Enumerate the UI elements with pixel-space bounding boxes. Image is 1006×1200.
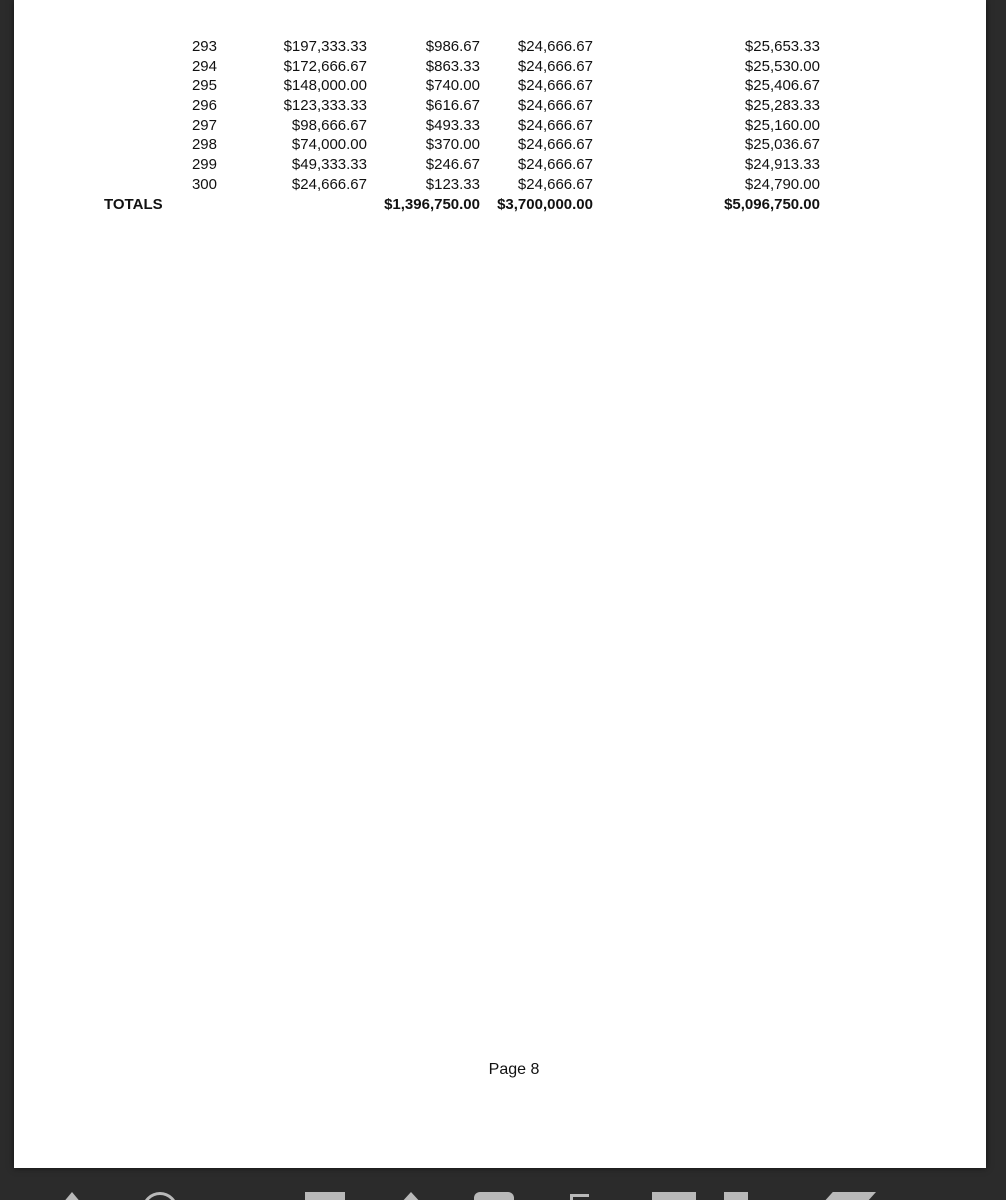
principal-cell: $24,666.67	[517, 176, 593, 193]
divider-icon[interactable]	[570, 1194, 589, 1200]
arrow-icon[interactable]	[62, 1192, 82, 1200]
grid-icon[interactable]	[652, 1192, 696, 1200]
principal-cell: $24,666.67	[517, 77, 593, 94]
payment-cell: $25,406.67	[744, 77, 820, 94]
totals-label: TOTALS	[104, 196, 163, 213]
balance-cell: $24,666.67	[291, 176, 367, 193]
table-row	[14, 37, 986, 57]
period-cell: 294	[191, 58, 217, 75]
period-cell: 295	[191, 77, 217, 94]
principal-cell: $24,666.67	[517, 38, 593, 55]
balance-cell: $74,000.00	[291, 136, 367, 153]
table-row	[14, 135, 986, 155]
payment-cell: $24,913.33	[744, 156, 820, 173]
balance-cell: $98,666.67	[291, 117, 367, 134]
principal-cell: $24,666.67	[517, 117, 593, 134]
payment-cell: $25,530.00	[744, 58, 820, 75]
principal-cell: $24,666.67	[517, 58, 593, 75]
total-interest-cell: $1,396,750.00	[384, 196, 480, 213]
total-principal-cell: $3,700,000.00	[497, 196, 593, 213]
table-row	[14, 175, 986, 195]
payment-cell: $25,283.33	[744, 97, 820, 114]
interest-cell: $616.67	[425, 97, 480, 114]
period-cell: 297	[191, 117, 217, 134]
balance-cell: $123,333.33	[283, 97, 367, 114]
interest-cell: $493.33	[425, 117, 480, 134]
payment-cell: $25,160.00	[744, 117, 820, 134]
interest-cell: $370.00	[425, 136, 480, 153]
payment-cell: $25,036.67	[744, 136, 820, 153]
period-cell: 296	[191, 97, 217, 114]
interest-cell: $740.00	[425, 77, 480, 94]
column-icon[interactable]	[305, 1192, 345, 1200]
pen-icon[interactable]	[822, 1192, 876, 1200]
interest-cell: $246.67	[425, 156, 480, 173]
principal-cell: $24,666.67	[517, 156, 593, 173]
table-row	[14, 57, 986, 77]
block-icon[interactable]	[724, 1192, 748, 1200]
balance-cell: $148,000.00	[283, 77, 367, 94]
period-cell: 300	[191, 176, 217, 193]
payment-cell: $25,653.33	[744, 38, 820, 55]
period-cell: 299	[191, 156, 217, 173]
circle-icon[interactable]	[142, 1192, 178, 1200]
interest-cell: $123.33	[425, 176, 480, 193]
payment-cell: $24,790.00	[744, 176, 820, 193]
period-cell: 293	[191, 38, 217, 55]
bottom-toolbar	[0, 1178, 1006, 1200]
balance-cell: $172,666.67	[283, 58, 367, 75]
page-number: Page 8	[488, 1061, 540, 1078]
balance-cell: $197,333.33	[283, 38, 367, 55]
table-row	[14, 116, 986, 136]
table-row	[14, 76, 986, 96]
interest-cell: $986.67	[425, 38, 480, 55]
interest-cell: $863.33	[425, 58, 480, 75]
principal-cell: $24,666.67	[517, 97, 593, 114]
total-payment-cell: $5,096,750.00	[724, 196, 820, 213]
table-row	[14, 96, 986, 116]
period-cell: 298	[191, 136, 217, 153]
principal-cell: $24,666.67	[517, 136, 593, 153]
totals-row	[14, 195, 986, 215]
table-row	[14, 155, 986, 175]
balance-cell: $49,333.33	[291, 156, 367, 173]
document-page	[14, 0, 986, 1168]
shape-icon[interactable]	[400, 1192, 422, 1200]
rectangle-icon[interactable]	[474, 1192, 514, 1200]
